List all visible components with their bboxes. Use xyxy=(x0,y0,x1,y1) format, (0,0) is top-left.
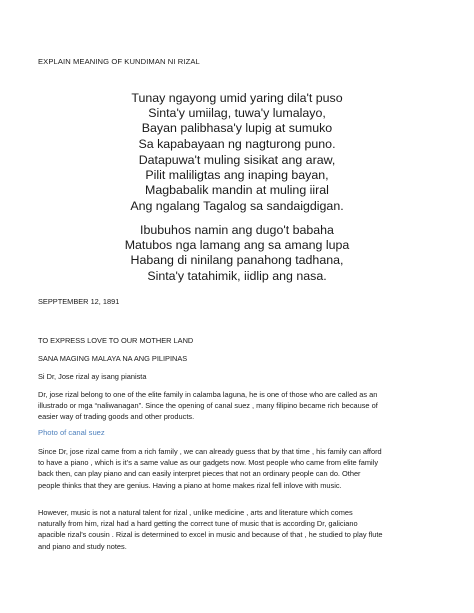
paragraph-line: easier way of trading goods and other products. xyxy=(38,412,195,422)
poem-date: SEPPTEMBER 12, 1891 xyxy=(38,297,120,306)
poem-stanza-1 xyxy=(0,91,474,152)
paragraph-line: people thinks that they are genius. Having a piano at home makes rizal fell inlove with music. xyxy=(38,480,342,490)
section-heading: SANA MAGING MALAYA NA ANG PILIPINAS xyxy=(38,354,188,363)
poem-line: Habang di ninilang panahong tadhana, xyxy=(130,253,344,268)
document-title: EXPLAIN MEANING OF KUNDIMAN NI RIZAL xyxy=(38,57,200,66)
poem-stanza-2 xyxy=(0,153,474,214)
body-paragraph-1 xyxy=(38,389,438,423)
paragraph-line: back then, can play piano and can easily interpret pieces that not an ordinary people can do. Other xyxy=(38,469,361,479)
poem-stanza-3 xyxy=(0,223,474,284)
paragraph-line: Since Dr, jose rizal came from a rich family , we can already guess that by that time , his family can afford xyxy=(38,447,382,456)
poem-line: Sinta'y umiilag, tuwa'y lumalayo, xyxy=(148,106,326,121)
poem-line: Sinta'y tatahimik, iidlip ang nasa. xyxy=(147,268,327,283)
body-paragraph-2 xyxy=(38,446,438,491)
subject-line: Si Dr, Jose rizal ay isang pianista xyxy=(38,372,147,381)
poem-line: Magbabalik mandin at muling iiral xyxy=(145,183,329,198)
poem-line: Tunay ngayong umid yaring dila't puso xyxy=(131,91,343,105)
photo-heading: Photo of canal suez xyxy=(38,428,105,437)
paragraph-line: However, music is not a natural talent for rizal , unlike medicine , arts and literature which comes xyxy=(38,508,353,517)
paragraph-line: Dr, jose rizal belong to one of the elite family in calamba laguna, he is one of those who are called as an xyxy=(38,390,378,399)
poem-line: Datapuwa't muling sisikat ang araw, xyxy=(138,153,336,167)
poem-line: Sa kapabayaan ng nagturong puno. xyxy=(138,136,336,151)
paragraph-line: to have a piano , which is it’s a same value as our gadgets now. Most people who came from elite family xyxy=(38,458,379,468)
paragraph-line: illustrado or mga “naliwanagan”. Since the opening of canal suez , many filipino became rich because of xyxy=(38,401,378,411)
paragraph-line: naturally from him, rizal had a hard getting the correct tune of music that is according Dr, galiciano xyxy=(38,519,358,529)
poem-line: Pilit maliligtas ang inaping bayan, xyxy=(145,168,329,183)
poem-line: Ang ngalang Tagalog sa sandaigdigan. xyxy=(130,198,344,213)
poem-line: Bayan palibhasa'y lupig at sumuko xyxy=(141,121,333,136)
body-paragraph-3 xyxy=(38,507,438,552)
poem-line: Matubos nga lamang ang sa amang lupa xyxy=(124,238,350,253)
section-heading: TO EXPRESS LOVE TO OUR MOTHER LAND xyxy=(38,336,194,345)
paragraph-line: apacible rizal’s cousin . Rizal is determined to excel in music and because of that , he studied to play flute xyxy=(38,530,383,540)
poem-line: Ibubuhos namin ang dugo't babaha xyxy=(140,223,334,237)
paragraph-line: and piano and study notes. xyxy=(38,541,127,551)
